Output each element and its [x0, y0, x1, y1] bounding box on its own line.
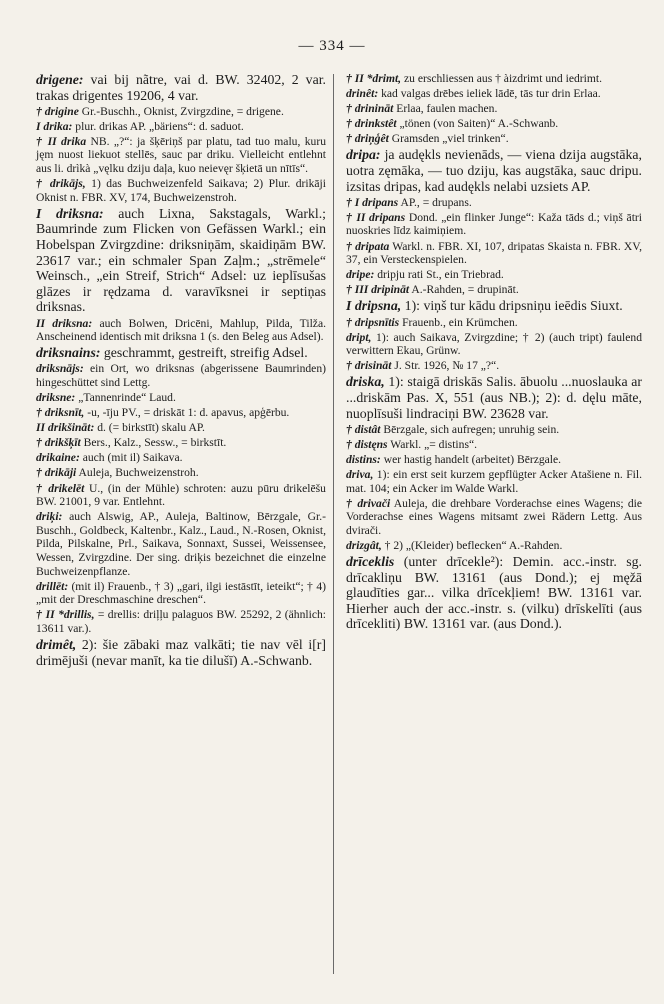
dictionary-entry — [36, 120, 326, 134]
entry-headword: I driksna: — [36, 205, 104, 221]
entry-text: † 2) „(Kleider) beflecken“ A.-Rahden. — [381, 538, 563, 552]
entry-text: Auleja, die drehbare Vorderachse eines Wagens; die Vorderachse eines Wagens mitsamt zwei Rädern Lettg. Aus dvirači. — [346, 496, 642, 537]
dictionary-entry — [36, 421, 326, 435]
dictionary-entry — [346, 87, 642, 101]
entry-headword: † drisināt — [346, 359, 392, 373]
dictionary-entry — [346, 117, 642, 131]
entry-text: A.-Rahden, = drupināt. — [409, 283, 519, 297]
entry-headword: driksne: — [36, 390, 76, 404]
entry-headword: † drinkstêt — [346, 117, 397, 131]
entry-headword: drillēt: — [36, 579, 69, 593]
entry-headword: † II drika — [36, 134, 87, 148]
dictionary-entry — [346, 211, 642, 238]
entry-text: 1) das Buchweizenfeld Saikava; 2) Plur. drikāji Oknist n. FBR. XV, 174, Buchweizenstroh. — [36, 177, 327, 204]
entry-headword: † III dripināt — [346, 283, 410, 297]
dictionary-entry — [36, 406, 326, 420]
entry-headword: driksnains: — [36, 345, 101, 361]
entry-headword: drizgât, — [346, 538, 382, 552]
entry-text: (mit il) Frauenb., † 3) „gari, ilgi iestāstīt, ieteikt“; † 4) „mit der Dreschmaschine dreschen“. — [36, 579, 326, 607]
entry-text: auch Bolwen, Dricēni, Mahlup, Pilda, Tilža. Anscheinend identisch mit driksna 1 (s. den Beleg aus Adsel). — [36, 316, 326, 344]
entry-text: J. Str. 1926, № 17 „?“. — [391, 359, 500, 373]
entry-text: Warkl. „= distins“. — [387, 437, 477, 451]
entry-headword: driva, — [346, 467, 374, 481]
entry-headword: drinêt: — [346, 87, 379, 101]
dictionary-entry — [36, 466, 326, 480]
entry-headword: dripa: — [346, 147, 381, 163]
entry-text: Warkl. n. FBR. XI, 107, dripatas Skaista n. FBR. XV, 37, ein Versteckenspielen. — [346, 239, 642, 267]
entry-text: Bers., Kalz., Sessw., = birkstīt. — [80, 436, 227, 450]
entry-headword: II drikšināt: — [36, 421, 95, 435]
entry-text: Gramsden „viel trinken“. — [388, 132, 509, 146]
entry-text: NB. „?“: ja šķēriņš par platu, tad tuo malu, kuru jęm nuost liekuot stellēs, sauc par driku. Vielleicht entlehnt aus li. drìkà „vęlku dziju daļa, kuo neievęr šķietā un nītīs“. — [36, 134, 326, 176]
entry-text: 1): auch Saikava, Zvirgzdine; † 2) (auch tript) faulend verwittern Ekau, Grünw. — [346, 330, 642, 358]
entry-text: Frauenb., ein Krümchen. — [399, 315, 518, 329]
dictionary-entry — [346, 102, 642, 116]
dictionary-entry — [346, 539, 642, 553]
dictionary-entry — [36, 72, 326, 103]
right-column — [346, 72, 642, 633]
entry-text: Auleja, Buchweizenstroh. — [76, 466, 199, 480]
dictionary-entry — [346, 268, 642, 282]
dictionary-entry — [36, 135, 326, 176]
entry-text: 1): ein erst seit kurzem gepflügter Acker Atašiene n. Fil. mat. 104; ein Acker im Walde Warkl. — [346, 467, 642, 495]
entry-text: 2): šie zābaki maz valkāti; tie nav vēl i[r] drimējuši (nevar manīt, ka tie dilušī) A.-Schwanb. — [36, 637, 326, 668]
dictionary-entry — [36, 177, 326, 204]
entry-text: auch (mit il) Saikava. — [79, 451, 183, 465]
entry-text: Bērzgale, sich aufregen; unruhig sein. — [380, 422, 560, 436]
dictionary-entry — [346, 497, 642, 538]
entry-headword: † drivači — [346, 496, 391, 510]
entry-text: „tönen (von Saiten)“ A.-Schwanb. — [396, 117, 559, 131]
dictionary-entry — [36, 362, 326, 389]
dictionary-entry — [36, 206, 326, 315]
entry-text: AP., = drupans. — [398, 195, 472, 209]
entry-text: -u, -īju PV., = driskāt 1: d. apavus, apģērbu. — [84, 406, 290, 420]
dictionary-entry — [346, 453, 642, 467]
dictionary-entry — [346, 374, 642, 421]
entry-headword: † distât — [346, 422, 381, 436]
dictionary-entry — [346, 283, 642, 297]
dictionary-entry — [346, 196, 642, 210]
entry-headword: I dripsna, — [346, 298, 402, 314]
dictionary-entry — [36, 451, 326, 465]
entry-text: plur. drikas AP. „bäriens“: d. saduot. — [72, 119, 244, 133]
entry-text: zu erschliessen aus † àizdrimt und iedrimt. — [401, 72, 602, 85]
entry-headword: † II *drillis, — [36, 608, 95, 622]
entry-text: geschrammt, gestreift, streifig Adsel. — [100, 345, 308, 361]
entry-headword: drīceklis — [346, 554, 395, 569]
entry-headword: † drinināt — [346, 102, 394, 116]
dictionary-entry — [36, 345, 326, 361]
entry-text: dripju rati St., ein Triebrad. — [374, 268, 504, 282]
entry-headword: dript, — [346, 330, 372, 344]
entry-headword: II driksna: — [36, 316, 93, 330]
entry-headword: I drika: — [36, 119, 73, 133]
entry-text: d. (= birkstīt) skalu AP. — [94, 421, 205, 435]
entry-headword: † II *drimt, — [346, 72, 402, 85]
dictionary-entry — [36, 637, 326, 668]
entry-text: Gr.-Buschh., Oknist, Zvirgzdine, = drigene. — [78, 104, 284, 118]
entry-text: (unter drīcekle²): Demin. acc.-instr. sg. drīcakliņu BW. 13161 (aus Dond.); ej męžā glaudīties gar... vilka drīcekļiem! BW. 13161 var. Hierher auch der acc.-instr. s. (vilku) drīskelīti (aus drīcekliti) BW. 13161 var. (aus Dond.). — [346, 554, 642, 632]
entry-headword: † driņģêt — [346, 132, 389, 146]
left-column — [36, 72, 326, 670]
entry-headword: † driksnīt, — [36, 406, 85, 420]
dictionary-entry — [346, 240, 642, 267]
entry-headword: driska, — [346, 374, 385, 390]
dictionary-entry — [346, 331, 642, 358]
dictionary-entry — [346, 359, 642, 373]
entry-text: auch Lixna, Sakstagals, Warkl.; Baumrinde zum Flicken von Gefässen Warkl.; ein Hobelspan Zvirgzdine: driksniņām, skaidiņām BW. 23617 var.; ein schmaler Span Zaļm.; „strēmele“ Weinsch., „ein Streif, Strich“ Adsel: uz ieplīsušas glāzes ir rędzama d. varavīksnei ir septiņas driksnas. — [36, 205, 326, 315]
entry-text: Erlaa, faulen machen. — [393, 102, 498, 116]
dictionary-entry — [346, 72, 642, 86]
entry-headword: drimêt, — [36, 637, 77, 653]
dictionary-entry — [346, 316, 642, 330]
dictionary-entry — [36, 317, 326, 344]
dictionary-entry — [36, 510, 326, 578]
entry-text: kad valgas drēbes ieliek lādē, tās tur drin Erlaa. — [378, 87, 601, 101]
entry-text: 1): staigā driskās Salis. ābuolu ...nuoslauka ar ...driskām Pas. X, 551 (aus NB.); 2): d. dęlu māte, nuoplīsuši lindraciņi BW. 23628 var. — [346, 374, 642, 421]
entry-headword: † I dripans — [346, 195, 399, 209]
column-divider — [333, 74, 334, 974]
entry-headword: driksnājs: — [36, 362, 84, 376]
entry-headword: † drikšķīt — [36, 436, 81, 450]
dictionary-entry — [36, 580, 326, 607]
entry-headword: distins: — [346, 452, 381, 466]
entry-text: 1): viņš tur kādu dripsniņu ieēdis Siuxt. — [401, 298, 623, 314]
entry-text: ja audękls nevienāds, — viena dzija augstāka, uotra zęmāka, — tuo dziju, kas augstāka, sauc dripu. izsitas dripas, kad audękls nelabi uzsiets AP. — [346, 147, 642, 194]
dictionary-entry — [346, 423, 642, 437]
entry-text: Dond. „ein flinker Junge“: Kaža tāds d.; viņš ātri nuoskries līdz kaimiņiem. — [346, 210, 642, 238]
entry-headword: † drikelēt — [36, 481, 85, 495]
dictionary-entry — [36, 482, 326, 509]
entry-text: = drellis: driļļu palaguos BW. 25292, 2 (ähnlich: 13611 var.). — [36, 608, 326, 635]
entry-headword: † dripsnītis — [346, 315, 400, 329]
entry-headword: † II dripans — [346, 210, 406, 224]
entry-headword: † distęns — [346, 437, 388, 451]
dictionary-entry — [346, 298, 642, 314]
dictionary-entry — [36, 436, 326, 450]
entry-text: auch Alswig, AP., Auleja, Baltinow, Bērzgale, Gr.-Buschh., Goldbeck, Kaltenbr., Kalz., Laud., N.-Rosen, Oknist, Pilda, Pilskalne, Prl., Saikava, Sonnaxt, Sussei, Weissensee, Wessen, Zvirgzdine. Der sing. driķis bezeichnet die einzelne Buchweizenpflanze. — [36, 510, 326, 578]
dictionary-entry — [36, 608, 326, 635]
page-number: — 334 — — [298, 38, 366, 54]
entry-text: wer hastig handelt (arbeitet) Bērzgale. — [380, 452, 562, 466]
entry-headword: drigene: — [36, 72, 84, 87]
entry-text: U., (in der Mühle) schroten: auzu pūru drikelēšu BW. 21001, 9 var. Entlehnt. — [36, 481, 326, 509]
dictionary-entry — [346, 554, 642, 632]
entry-headword: driķi: — [36, 510, 63, 524]
entry-text: vai bij nãtre, vai d. BW. 32402, 2 var. trakas drigentes 19206, 4 var. — [36, 72, 326, 103]
dictionary-entry — [346, 438, 642, 452]
entry-headword: † dripata — [346, 239, 390, 253]
entry-headword: drikaine: — [36, 451, 80, 465]
entry-text: „Tannenrinde“ Laud. — [75, 390, 176, 404]
entry-headword: † drikājs, — [36, 177, 86, 191]
dictionary-entry — [36, 105, 326, 119]
entry-headword: dripe: — [346, 268, 375, 282]
entry-headword: † drigine — [36, 104, 79, 118]
dictionary-entry — [36, 391, 326, 405]
dictionary-entry — [346, 468, 642, 495]
dictionary-entry — [346, 132, 642, 146]
dictionary-entry — [346, 147, 642, 194]
entry-text: ein Ort, wo driksnas (abgerissene Baumrinden) hingeschüttet sind Lettg. — [36, 362, 326, 389]
entry-headword: † drikāji — [36, 466, 77, 480]
